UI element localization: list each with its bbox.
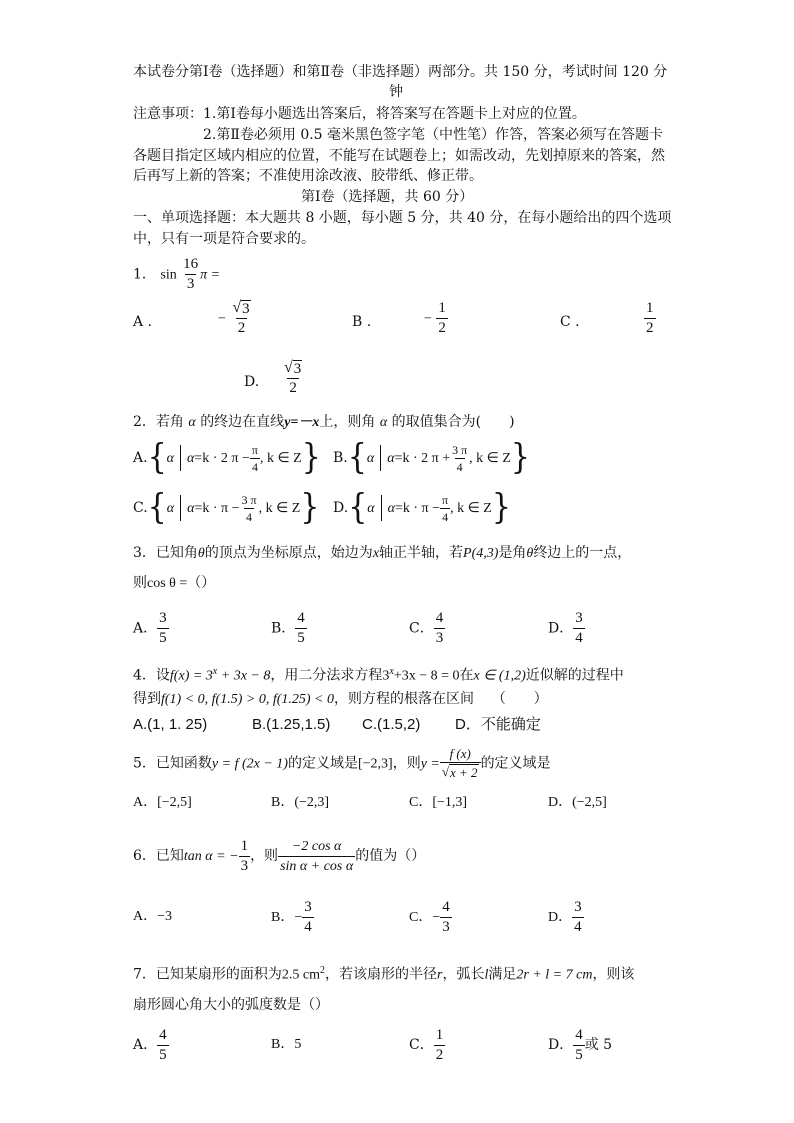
question-3-option-b: B． $\frac{4}{5}$ xyxy=(271,610,305,646)
question-5-option-d: D．(−2,5] xyxy=(548,795,607,810)
question-1-option-a-label: A . xyxy=(133,314,153,330)
question-6-option-d: D． $\frac{3}{4}$ xyxy=(548,898,582,935)
question-2-option-b: B.{α α=k · 2 π + $\frac{3 \pi}{4}$ , k ∈ Z} xyxy=(333,437,530,478)
question-5-stem: 5．已知函数y = f (2x − 1)的定义域是[−2,3]，则y = f (x) √ x + 2 的定义域是 xyxy=(133,746,551,780)
question-5-option-b: B．(−2,3] xyxy=(271,795,330,810)
question-7-stem-line-2: 扇形圆心角大小的弧度数是（） xyxy=(133,997,329,1013)
question-7-option-c: C． $\frac{1}{2}$ xyxy=(409,1026,444,1063)
notice-line-4: 后再写上新的答案；不准使用涂改液、胶带纸、修正带。 xyxy=(133,168,483,184)
question-3-option-c: C． $\frac{4}{3}$ xyxy=(409,610,444,646)
question-6-option-c: C．− $\frac{4}{3}$ xyxy=(409,898,450,935)
question-4-stem-line-1: 4．设$f(x) = 3^x + 3x - 8$，用二分法求方程$3^x+3x - 8 = 0$在x ∈ (1,2)近似解的过程中 xyxy=(133,666,624,684)
question-4-option-b: B.(1.25,1.5) xyxy=(252,716,331,733)
intro-line-1: 本试卷分第Ⅰ卷（选择题）和第Ⅱ卷（非选择题）两部分。共 150 分，考试时间 120 分 xyxy=(133,64,668,80)
question-1-option-b-label: B . xyxy=(352,314,372,330)
question-1-option-c-label: C . xyxy=(560,314,580,330)
question-1-stem: 1． sin $\frac{16}{3}$ π = xyxy=(133,256,221,292)
question-3-option-a: A． $\frac{3}{5}$ xyxy=(133,610,167,646)
question-7-option-d: D． $\frac{4}{5}$ 或 5 xyxy=(548,1026,613,1063)
question-5-option-a: A．[−2,5] xyxy=(133,795,192,810)
question-7-option-b: B．5 xyxy=(271,1037,302,1052)
question-7-option-a: A． $\frac{4}{5}$ xyxy=(133,1026,167,1063)
question-1-option-c: $\frac{1}{2}$ xyxy=(646,300,654,336)
question-1-option-d: √ 3 2 xyxy=(284,359,302,396)
question-3-option-d: D． $\frac{3}{4}$ xyxy=(548,610,583,646)
question-4-option-d: D．不能确定 xyxy=(455,716,541,733)
section-instruction-2: 中，只有一项是符合要求的。 xyxy=(133,231,315,247)
question-4-option-a: A.(1, 1. 25) xyxy=(133,716,208,733)
notice-line-2: 2.第Ⅱ卷必须用 0.5 毫米黑色签字笔（中性笔）作答，答案必须写在答题卡 xyxy=(203,127,664,143)
notice-line-1: 注意事项：1.第Ⅰ卷每小题选出答案后，将答案写在答题卡上对应的位置。 xyxy=(133,106,586,122)
question-7-stem-line-1: 7．已知某扇形的面积为2.5 $cm^2$，若该扇形的半径r，弧长l满足2r + l = 7 cm，则该 xyxy=(133,965,635,983)
question-1-option-d-label: D. xyxy=(244,374,260,390)
notice-line-3: 各题目指定区域内相应的位置，不能写在试题卷上；如需改动，先划掉原来的答案，然 xyxy=(133,148,665,164)
section-title: 第Ⅰ卷（选择题，共 60 分） xyxy=(301,189,474,205)
question-2-stem: 2．若角 α 的终边在直线y=－x上，则角 α 的取值集合为( ) xyxy=(133,414,515,430)
question-1-option-a: − √ 3 2 xyxy=(218,299,250,336)
question-1-option-b: − $\frac{1}{2}$ xyxy=(424,300,446,336)
question-2-option-c: C.{α α=k · π − $\frac{3 \pi}{4}$ , k ∈ Z} xyxy=(133,487,320,528)
section-instruction-1: 一、单项选择题：本大题共 8 小题，每小题 5 分，共 40 分，在每小题给出的四个选项 xyxy=(133,210,672,226)
question-6-stem: 6．已知tan α = − $\frac{1}{3}$ ，则 $\frac{\text{−2 cos α}}{\text{sin α + cos α}}$ 的值为（） xyxy=(133,837,426,874)
question-3-stem-line-2: 则cos θ =（） xyxy=(133,575,216,591)
question-5-option-c: C．[−1,3] xyxy=(409,795,468,810)
intro-line-2: 钟 xyxy=(389,84,403,100)
question-4-option-c: C.(1.5,2) xyxy=(362,716,421,733)
question-6-option-b: B．− $\frac{3}{4}$ xyxy=(271,898,312,935)
question-2-option-a: A.{α α=k · 2 π − $\frac{\pi}{4}$ , k ∈ Z} xyxy=(133,437,321,478)
question-6-option-a: A．−3 xyxy=(133,909,173,924)
question-4-stem-line-2: 得到f(1) < 0, f(1.5) > 0, f(1.25) < 0，则方程的根落在区间 （ ） xyxy=(133,691,548,707)
question-3-stem-line-1: 3．已知角θ的顶点为坐标原点，始边为x轴正半轴，若P(4,3)是角θ终边上的一点， xyxy=(133,545,632,561)
question-2-option-d: D.{α α=k · π − $\frac{\pi}{4}$ , k ∈ Z} xyxy=(333,487,511,528)
